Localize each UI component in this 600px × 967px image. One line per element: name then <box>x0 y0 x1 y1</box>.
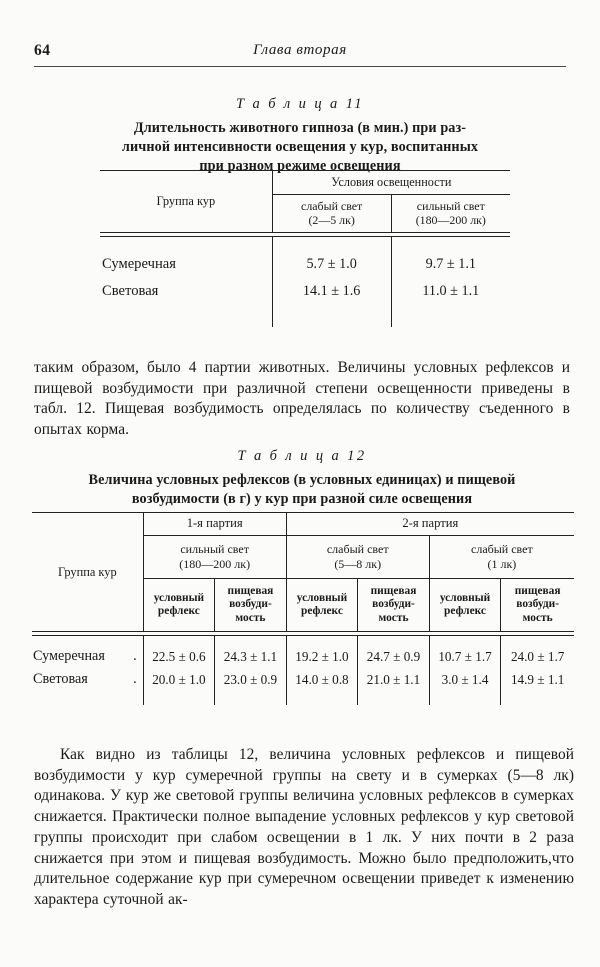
measure-line-3: мость <box>522 611 553 624</box>
table11-col-header-2 <box>391 194 510 232</box>
table12-row1-cell1: 22.5 ± 0.6 <box>143 645 215 668</box>
measure-line-1: условный <box>153 591 205 604</box>
table12-stub-header: Группа кур <box>32 513 143 632</box>
table-row <box>100 278 510 305</box>
table12-bottom-spacer <box>32 691 574 705</box>
table11-col2-name: сильный свет <box>416 198 485 213</box>
table12-row1-cell3: 19.2 ± 1.0 <box>286 645 358 668</box>
table11-number: Т а б л и ц а 11 <box>236 96 364 112</box>
measure-line-2: рефлекс <box>157 605 200 618</box>
table-row <box>32 645 574 668</box>
table11-col-header-1 <box>272 194 391 232</box>
page-number: 64 <box>34 42 51 59</box>
table12-caption-line-2: возбудимости (в г) у кур при разной силе освещения <box>131 490 473 507</box>
row-dot-leader: . <box>133 648 137 665</box>
chapter-title: Глава вторая <box>253 42 347 58</box>
table11 <box>100 170 510 327</box>
table12-row2-cell2: 23.0 ± 0.9 <box>215 668 287 691</box>
table12-light1-unit: (180—200 лк) <box>179 556 251 571</box>
table12-measure-3-1 <box>429 578 501 631</box>
table11-row1-label: Сумеречная <box>102 255 176 272</box>
row-dot-leader: . <box>133 671 137 688</box>
table11-wrapper <box>100 170 510 327</box>
table12-caption <box>34 471 570 509</box>
table12-measure-2-1 <box>286 578 358 631</box>
table11-caption <box>60 119 540 176</box>
table12-row2-cell3: 14.0 ± 0.8 <box>286 668 358 691</box>
table12-measure-1-1 <box>143 578 215 631</box>
table12-measure-1-2 <box>215 578 287 631</box>
table-row <box>32 668 574 691</box>
table11-span-header: Условия освещенности <box>272 171 510 195</box>
table12-party-1: 1-я партия <box>143 513 286 536</box>
measure-line-2: возбуди- <box>372 598 415 611</box>
table11-row1-cell2: 9.7 ± 1.1 <box>391 251 510 278</box>
table12-row1-label <box>32 645 143 668</box>
table11-caption-line-2: личной интенсивности освещения у кур, воспитанных <box>121 138 479 155</box>
table11-bottom-spacer <box>100 305 510 327</box>
table12-row1-cell5: 10.7 ± 1.7 <box>429 645 501 668</box>
table12-party-2: 2-я партия <box>286 513 574 536</box>
table12-row2-cell1: 20.0 ± 1.0 <box>143 668 215 691</box>
running-head <box>34 42 566 68</box>
table12-light2-name: слабый свет <box>326 542 389 557</box>
table12-row1-cell2: 24.3 ± 1.1 <box>215 645 287 668</box>
measure-line-1: пищевая <box>370 584 417 597</box>
measure-line-2: возбуди- <box>229 598 272 611</box>
measure-line-1: пищевая <box>514 584 561 597</box>
body-paragraph-1: таким образом, было 4 партии животных. Величины условных рефлексов и пищевой возбудимости при различной степени освещенности приведены в табл. 12. Пищевая возбудимость определялась по количеству съеденного в опытах корма. <box>34 359 570 439</box>
table11-header-row-1 <box>100 171 510 195</box>
table11-col2-unit: (180—200 лк) <box>415 213 486 228</box>
row-label-text: Световая <box>33 671 88 688</box>
table11-row1-cell1: 5.7 ± 1.0 <box>272 251 391 278</box>
table12-number: Т а б л и ц а 12 <box>237 448 367 464</box>
measure-line-1: условный <box>296 591 348 604</box>
table12-light1-name: сильный свет <box>180 542 249 557</box>
table12-light-3 <box>429 536 574 579</box>
table12-light3-unit: (1 лк) <box>487 556 517 571</box>
table11-spacer-row <box>100 236 510 251</box>
table11-row2-cell1: 14.1 ± 1.6 <box>272 278 391 305</box>
table12-row1-cell6: 24.0 ± 1.7 <box>501 645 574 668</box>
table12-measure-3-2 <box>501 578 574 631</box>
table12-spacer-row <box>32 636 574 646</box>
table12-header-row-parties <box>32 513 574 536</box>
row-label-text: Сумеречная <box>33 648 105 665</box>
table12-row2-cell5: 3.0 ± 1.4 <box>429 668 501 691</box>
table11-stub-header: Группа кур <box>100 171 272 233</box>
table12-wrapper <box>32 512 574 705</box>
table11-caption-block <box>60 96 540 176</box>
table12-row2-cell6: 14.9 ± 1.1 <box>501 668 574 691</box>
measure-line-3: мость <box>378 611 409 624</box>
header-rule <box>34 66 566 67</box>
table11-caption-line-1: Длительность животного гипноза (в мин.) при раз- <box>133 120 467 136</box>
table12-light2-unit: (5—8 лк) <box>334 556 382 571</box>
table11-col1-name: слабый свет <box>301 198 363 213</box>
table12-measure-2-2 <box>358 578 430 631</box>
table12-row1-cell4: 24.7 ± 0.9 <box>358 645 430 668</box>
measure-line-2: рефлекс <box>300 605 343 618</box>
measure-line-1: условный <box>439 591 491 604</box>
table12-caption-block <box>34 448 570 509</box>
table12-light3-name: слабый свет <box>471 542 533 557</box>
table12-caption-line-1: Величина условных рефлексов (в условных единицах) и пищевой <box>88 472 516 488</box>
table12-row2-cell4: 21.0 ± 1.1 <box>358 668 430 691</box>
table11-caption-line-3: при разном режиме освещения <box>199 157 401 174</box>
table12 <box>32 512 574 705</box>
measure-line-1: пищевая <box>227 584 274 597</box>
table12-light-2 <box>286 536 429 579</box>
table11-row2-cell2: 11.0 ± 1.1 <box>391 278 510 305</box>
table12-row2-label <box>32 668 143 691</box>
measure-line-3: мость <box>235 611 266 624</box>
table-row <box>100 251 510 278</box>
measure-line-2: возбуди- <box>516 598 559 611</box>
table11-row2-label: Световая <box>102 282 159 299</box>
body-paragraph-2-block <box>34 745 574 911</box>
table12-light-1 <box>143 536 286 579</box>
table11-col1-unit: (2—5 лк) <box>308 213 355 228</box>
body-paragraph-1-block <box>34 358 570 441</box>
measure-line-2: рефлекс <box>444 605 486 618</box>
body-paragraph-2: Как видно из таблицы 12, величина условных рефлексов и пищевой возбудимости у кур сумеречной группы на свету и в сумерках (5—8 лк) одинакова. У кур же световой группы величина условных рефлексов в сумерках снижается. Практически полное выпадение условных рефлексов у кур световой группы происходит при слабом освещении в 1 лк. У них почти в 2 раза снижается при этом и пищевая возбудимость. Можно было предположить,что длительное содержание кур при сумеречном освещении приведет к изменению характера суточной ак- <box>34 746 574 909</box>
